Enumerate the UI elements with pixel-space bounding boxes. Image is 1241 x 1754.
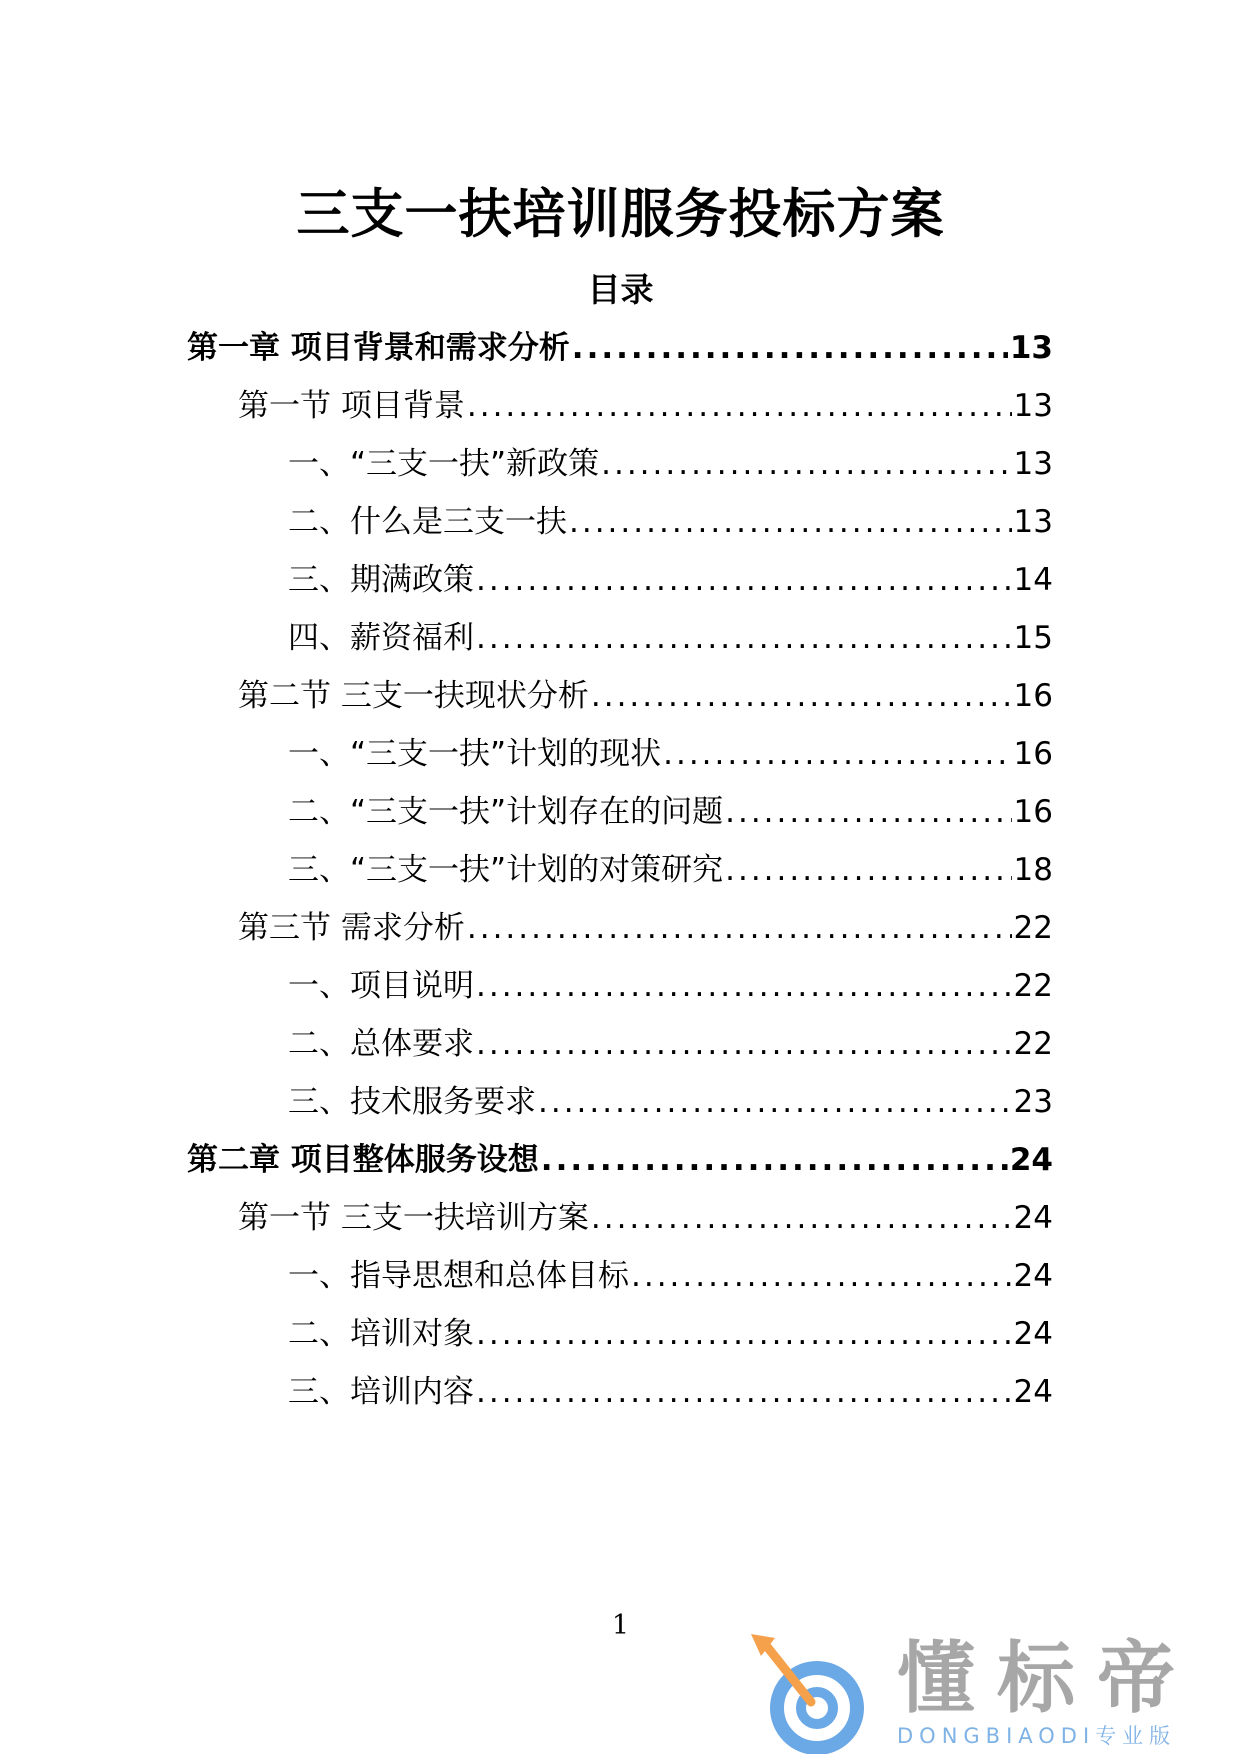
toc-leader xyxy=(538,1084,1012,1120)
toc-leader xyxy=(541,1142,1008,1178)
toc-entry[interactable]: 第一章 项目背景和需求分析 ..... 13 xyxy=(187,322,1053,366)
toc-leader xyxy=(476,562,1012,598)
toc-entry[interactable]: 三、“三支一扶”计划的对策研究 ..... 18 xyxy=(288,844,1053,888)
toc-entry[interactable]: 三、培训内容 ..... 24 xyxy=(288,1366,1053,1410)
watermark-logo xyxy=(745,1630,1225,1754)
target-icon xyxy=(745,1630,875,1754)
toc-leader xyxy=(572,330,1008,366)
toc-leader xyxy=(476,1316,1012,1352)
toc-leader xyxy=(663,736,1011,772)
watermark-brand: 懂标帝 xyxy=(897,1634,1198,1724)
toc-entry[interactable]: 一、“三支一扶”新政策 ..... 13 xyxy=(288,438,1053,482)
toc-leader xyxy=(467,910,1012,946)
toc-entry[interactable]: 二、“三支一扶”计划存在的问题 ..... 16 xyxy=(288,786,1053,830)
toc-entry[interactable]: 第二节 三支一扶现状分析 ..... 16 xyxy=(238,670,1053,714)
toc-leader xyxy=(601,446,1011,482)
toc-leader xyxy=(725,794,1011,830)
toc-leader xyxy=(476,620,1012,656)
toc-entry[interactable]: 三、期满政策 ..... 14 xyxy=(288,554,1053,598)
toc-entry[interactable]: 二、什么是三支一扶 ..... 13 xyxy=(288,496,1053,540)
toc-entry[interactable]: 第二章 项目整体服务设想 ..... 24 xyxy=(187,1134,1053,1178)
toc-entry[interactable]: 第一节 三支一扶培训方案 ..... 24 xyxy=(238,1192,1053,1236)
toc-entry[interactable]: 三、技术服务要求 ..... 23 xyxy=(288,1076,1053,1120)
toc-entry[interactable]: 第三节 需求分析 ..... 22 xyxy=(238,902,1053,946)
toc-entry[interactable]: 四、薪资福利 ..... 15 xyxy=(288,612,1053,656)
toc-leader xyxy=(591,1200,1012,1236)
toc-entry[interactable]: 一、“三支一扶”计划的现状 ..... 16 xyxy=(288,728,1053,772)
toc-leader xyxy=(476,968,1012,1004)
toc-heading: 目录 xyxy=(587,270,654,309)
toc-leader xyxy=(476,1374,1012,1410)
watermark-sub: DONGBIAODI专业版 xyxy=(897,1724,1177,1748)
toc-entry[interactable]: 二、总体要求 ..... 22 xyxy=(288,1018,1053,1062)
toc-entry[interactable]: 第一节 项目背景 ..... 13 xyxy=(238,380,1053,424)
page-number: 1 xyxy=(611,1610,630,1641)
toc-entry[interactable]: 一、项目说明 ..... 22 xyxy=(288,960,1053,1004)
toc-leader xyxy=(725,852,1011,888)
toc-leader xyxy=(467,388,1012,424)
toc-entry[interactable]: 一、指导思想和总体目标 ..... 24 xyxy=(288,1250,1053,1294)
toc-entry[interactable]: 二、培训对象 ..... 24 xyxy=(288,1308,1053,1352)
document-title: 三支一扶培训服务投标方案 xyxy=(296,184,945,245)
toc-leader xyxy=(591,678,1012,714)
toc-leader xyxy=(631,1258,1012,1294)
toc-leader xyxy=(476,1026,1012,1062)
toc-leader xyxy=(569,504,1012,540)
